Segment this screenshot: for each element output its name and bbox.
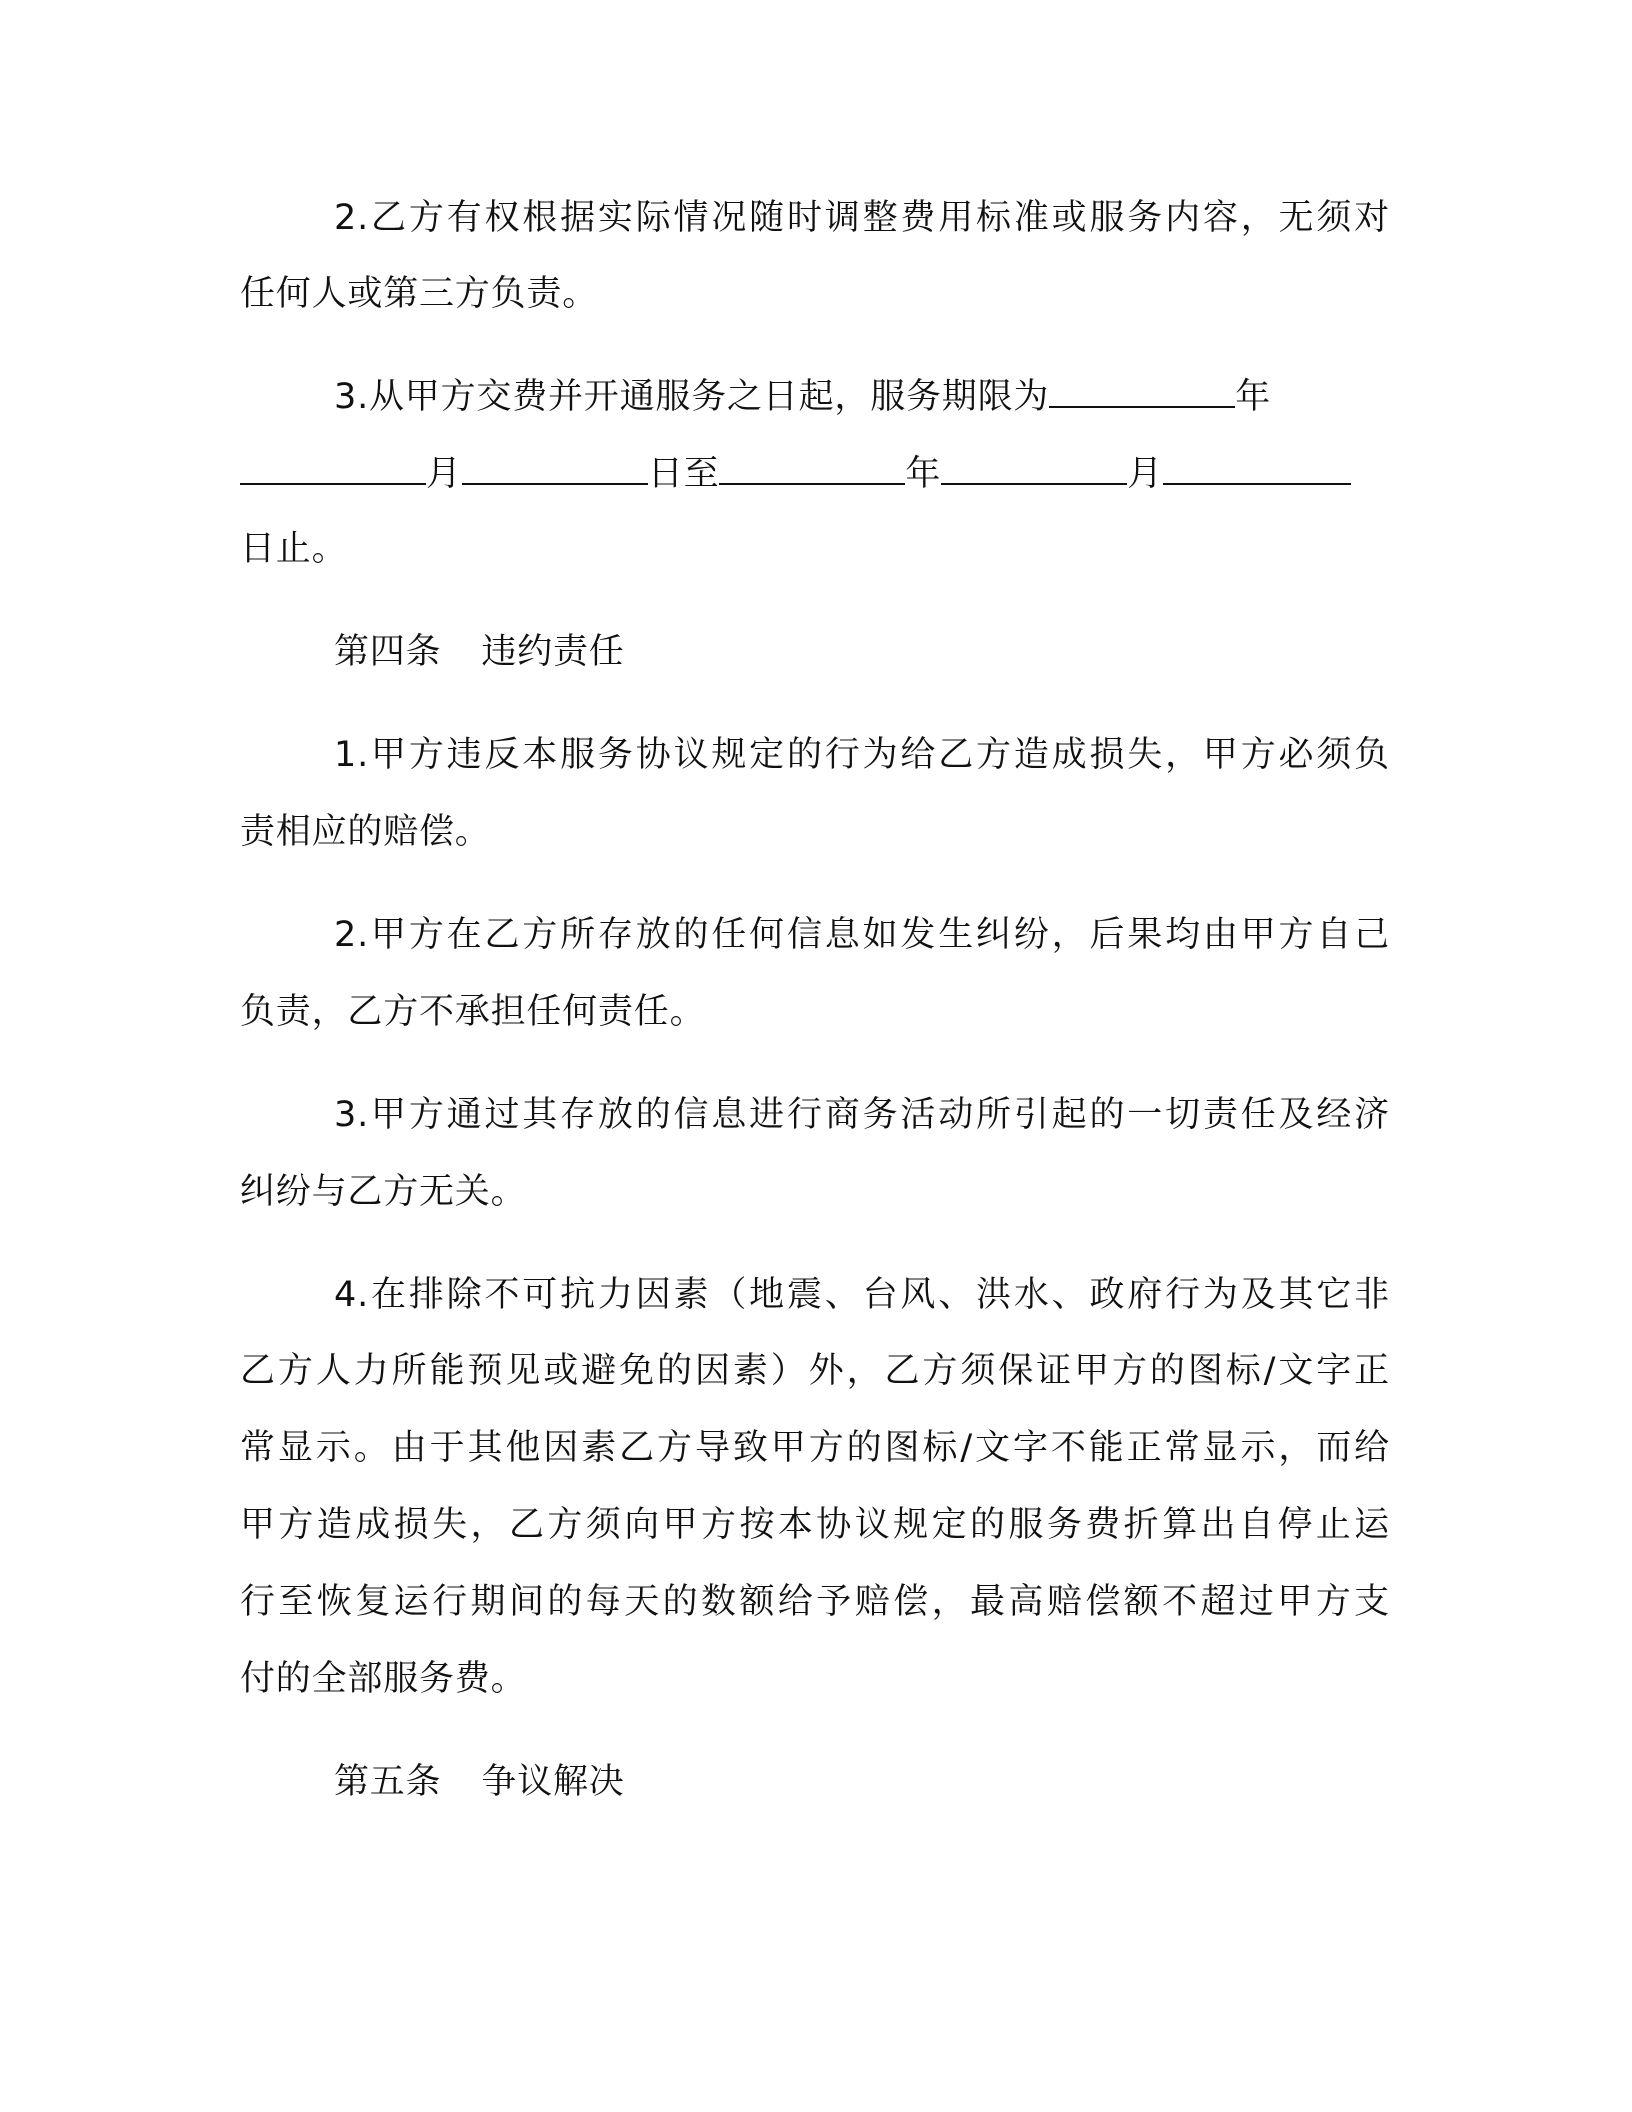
month-label: 月	[426, 454, 462, 494]
section4-item4-line4: 甲方造成损失，乙方须向甲方按本协议规定的服务费折算出自停止运	[240, 1505, 1390, 1545]
fill-in-blank	[240, 451, 426, 485]
section4-item2-line1: 2.甲方在乙方所存放的任何信息如发生纠纷，后果均由甲方自己	[334, 915, 1390, 955]
section4-item1-line2: 责相应的赔偿。	[240, 812, 491, 852]
section4-number: 第四条	[334, 632, 442, 672]
clause3-item2-line2: 任何人或第三方负责。	[240, 274, 599, 314]
section4-item3-line1: 3.甲方通过其存放的信息进行商务活动所引起的一切责任及经济	[334, 1095, 1390, 1135]
clause3-item2-line1: 2.乙方有权根据实际情况随时调整费用标准或服务内容，无须对	[334, 198, 1390, 238]
year-label: 年	[1235, 377, 1272, 417]
section4-item3-line2: 纠纷与乙方无关。	[240, 1172, 527, 1212]
section4-item4-line6: 付的全部服务费。	[240, 1659, 527, 1699]
fill-in-blank	[1163, 451, 1351, 485]
fill-in-blank	[1049, 374, 1235, 408]
section5-title: 争议解决	[481, 1762, 625, 1802]
section4-item4-line1: 4.在排除不可抗力因素（地震、台风、洪水、政府行为及其它非	[334, 1275, 1390, 1315]
clause3-item3-line3: 日止。	[240, 529, 348, 569]
section5-heading	[334, 1760, 1390, 1804]
section4-item1-line1: 1.甲方违反本服务协议规定的行为给乙方造成损失，甲方必须负	[334, 735, 1390, 775]
clause3-item3-line1	[334, 374, 1390, 419]
year-label: 年	[905, 454, 942, 494]
clause3-item3-text: 3.从甲方交费并开通服务之日起，服务期限为	[334, 377, 1050, 417]
fill-in-blank	[719, 451, 905, 485]
day-to-label: 日至	[647, 454, 720, 494]
section4-item4-line2: 乙方人力所能预见或避免的因素）外，乙方须保证甲方的图标/文字正	[240, 1351, 1390, 1391]
clause3-item3-line2	[240, 451, 1390, 496]
fill-in-blank	[941, 451, 1127, 485]
section4-title: 违约责任	[481, 632, 625, 672]
month-label: 月	[1127, 454, 1164, 494]
section4-heading	[334, 630, 1390, 674]
section4-item4-line3: 常显示。由于其他因素乙方导致甲方的图标/文字不能正常显示，而给	[240, 1428, 1390, 1468]
section4-item4-line5: 行至恢复运行期间的每天的数额给予赔偿，最高赔偿额不超过甲方支	[240, 1582, 1390, 1622]
section5-number: 第五条	[334, 1762, 442, 1802]
section4-item2-line2: 负责，乙方不承担任何责任。	[240, 992, 706, 1032]
fill-in-blank	[462, 451, 648, 485]
